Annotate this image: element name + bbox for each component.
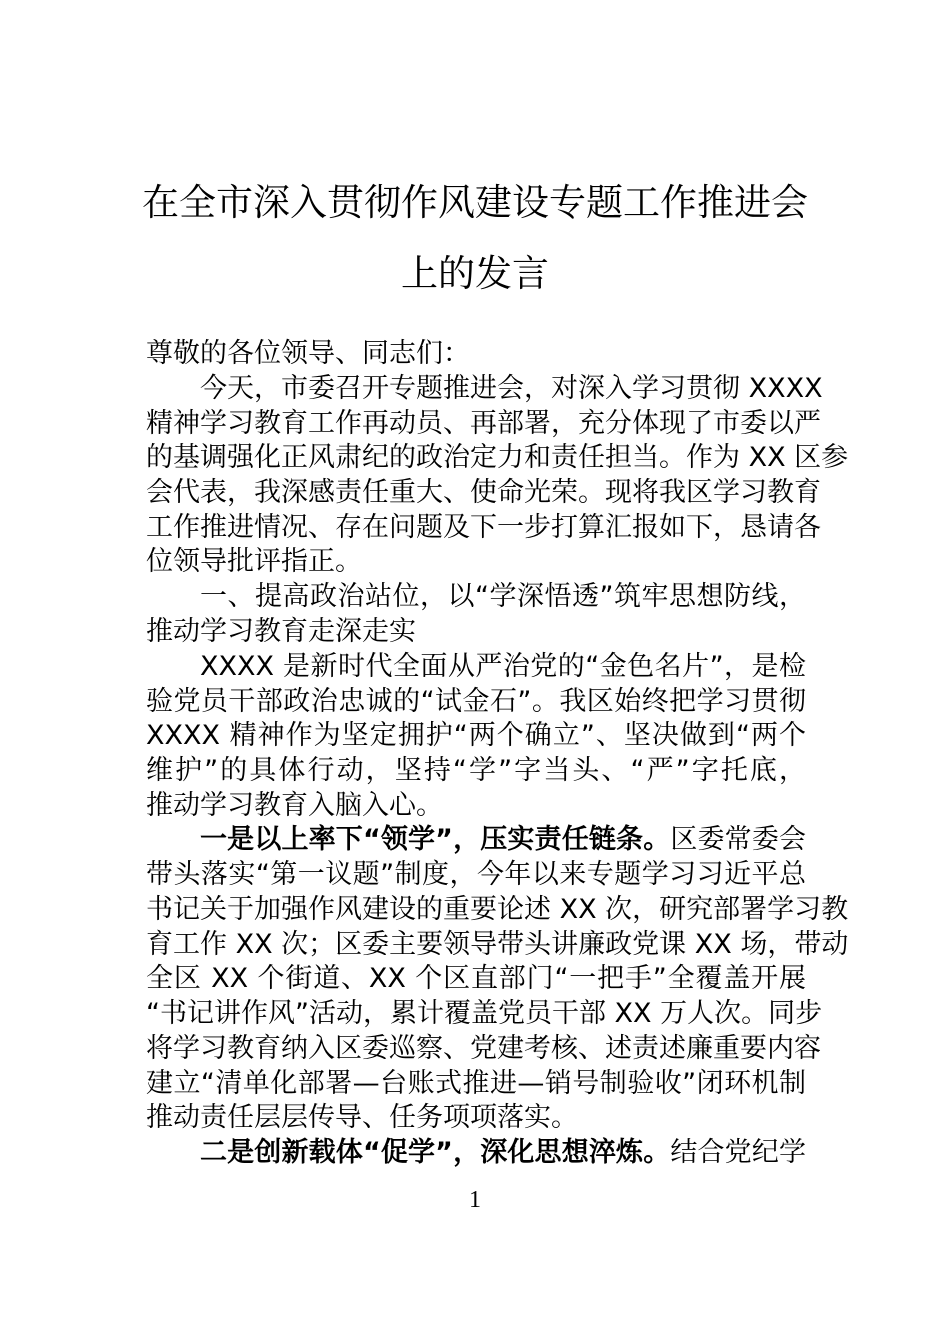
section-heading: 推动学习教育走深走实 (146, 616, 416, 647)
paragraph-line: 带头落实“第一议题”制度，今年以来专题学习习近平总 (146, 859, 806, 890)
paragraph-line: 推动责任层层传导、任务项项落实。 (146, 1102, 578, 1133)
bold-lead: 一是以上率下“领学”，压实责任链条。 (200, 824, 671, 855)
paragraph-line: 工作推进情况、存在问题及下一步打算汇报如下，恳请各 (146, 512, 821, 543)
paragraph-line: 建立“清单化部署—台账式推进—销号制验收”闭环机制 (146, 1068, 806, 1099)
paragraph-line: “书记讲作风”活动，累计覆盖党员干部 XX 万人次。同步 (146, 998, 823, 1029)
paragraph-text: 区委常委会 (670, 824, 806, 855)
page-number: 1 (469, 1187, 481, 1213)
document-title-line-2: 上的发言 (401, 252, 549, 295)
paragraph-line (200, 822, 806, 858)
paragraph-line: 推动学习教育入脑入心。 (146, 790, 443, 821)
salutation: 尊敬的各位领导、同志们： (146, 338, 470, 369)
paragraph-line: 位领导批评指正。 (146, 546, 362, 577)
document-title-line-1: 在全市深入贯彻作风建设专题工作推进会 (142, 181, 808, 224)
paragraph-line: 精神学习教育工作再动员、再部署，充分体现了市委以严 (146, 408, 821, 439)
paragraph-line: 将学习教育纳入区委巡察、党建考核、述责述廉重要内容 (146, 1033, 821, 1064)
paragraph-line: 今天，市委召开专题推进会，对深入学习贯彻 XXXX (200, 373, 823, 404)
bold-lead: 二是创新载体“促学”，深化思想淬炼。 (200, 1137, 671, 1168)
paragraph-line: 验党员干部政治忠诚的“试金石”。我区始终把学习贯彻 (146, 686, 806, 717)
section-heading: 一、提高政治站位，以“学深悟透”筑牢思想防线， (200, 581, 806, 612)
paragraph-line: 全区 XX 个街道、XX 个区直部门“一把手”全覆盖开展 (146, 963, 806, 994)
paragraph-line: 维护”的具体行动，坚持“学”字当头、“严”字托底， (146, 755, 806, 786)
paragraph-line (200, 1135, 806, 1171)
paragraph-line: 育工作 XX 次；区委主要领导带头讲廉政党课 XX 场，带动 (146, 929, 849, 960)
paragraph-line: XXXX 是新时代全面从严治党的“金色名片”，是检 (200, 651, 806, 682)
paragraph-line: 书记关于加强作风建设的重要论述 XX 次，研究部署学习教 (146, 894, 849, 925)
paragraph-line: 会代表，我深感责任重大、使命光荣。现将我区学习教育 (146, 477, 821, 508)
paragraph-line: XXXX 精神作为坚定拥护“两个确立”、坚决做到“两个 (146, 720, 806, 751)
paragraph-text: 结合党纪学 (670, 1137, 806, 1168)
paragraph-line: 的基调强化正风肃纪的政治定力和责任担当。作为 XX 区参 (146, 442, 849, 473)
